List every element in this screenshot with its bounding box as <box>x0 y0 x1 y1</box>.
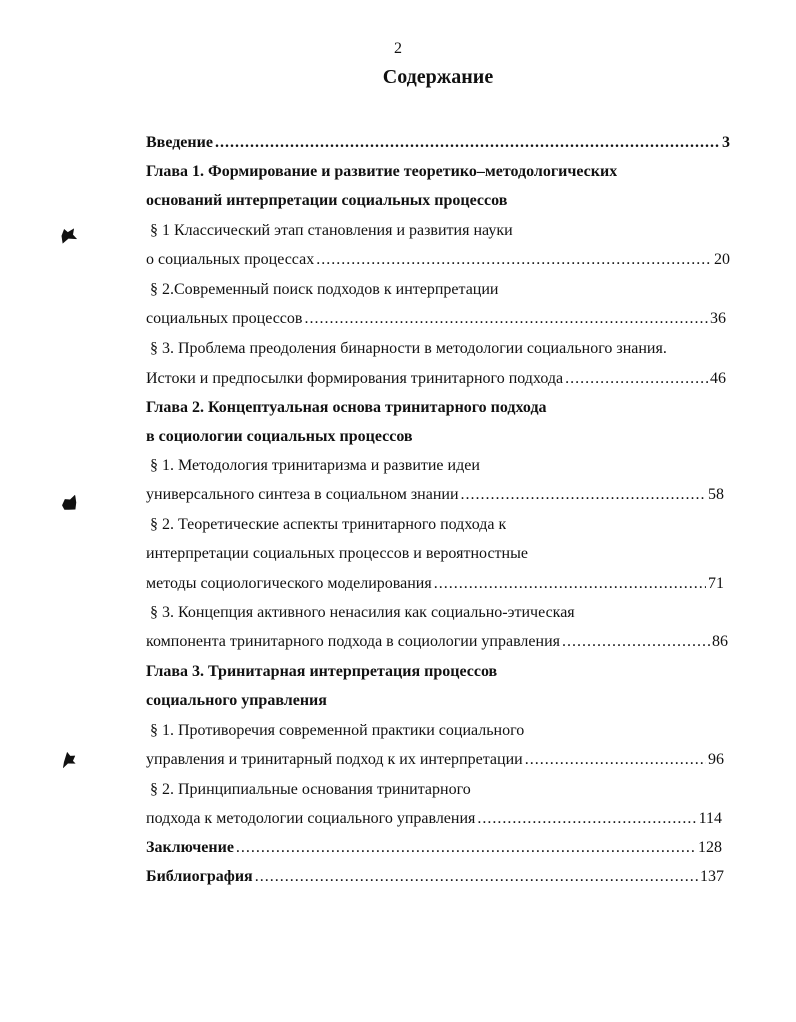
toc-section-3-1: § 1. Противоречия современной практики социального <box>150 722 525 739</box>
toc-section-3-2: § 2. Принципиальные основания тринитарного <box>150 781 471 798</box>
toc-section-2-1-cont: универсального синтеза в социальном знании ..... 58 <box>146 480 724 510</box>
toc-section-1-2: § 2.Современный поиск подходов к интерпретации <box>150 281 499 298</box>
toc-chapter-1-title-cont: оснований интерпретации социальных процессов <box>146 192 508 209</box>
toc-section-2-1: § 1. Методология тринитаризма и развитие идеи <box>150 457 480 474</box>
toc-chapter-2-title-cont: в социологии социальных процессов <box>146 428 413 445</box>
toc-chapter-3-title: Глава 3. Тринитарная интерпретация процессов <box>146 663 498 680</box>
toc-section-2-3: § 3. Концепция активного ненасилия как социально-этическая <box>150 604 575 621</box>
toc-section-2-2-cont2: методы социологического моделирования ..... 71 <box>146 569 724 599</box>
toc-entry-bibliography: Библиография ..... 137 <box>146 862 724 892</box>
toc-section-2-2: § 2. Теоретические аспекты тринитарного подхода к <box>150 516 507 533</box>
toc-section-3-1-cont: управления и тринитарный подход к их интерпретации ..... 96 <box>146 745 724 775</box>
scan-blot-mark <box>58 226 78 245</box>
scan-blot-mark <box>60 495 80 514</box>
page-number: 2 <box>394 40 402 57</box>
toc-section-2-3-cont: компонента тринитарного подхода в социологии управления ..... 86 <box>146 627 728 657</box>
toc-section-1-1-cont: о социальных процессах ..... 20 <box>146 245 730 275</box>
toc-section-2-2-cont: интерпретации социальных процессов и вероятностные <box>146 545 528 562</box>
toc-section-1-1: § 1 Классический этап становления и развития науки <box>150 222 513 239</box>
toc-section-1-2-cont: социальных процессов ..... 36 <box>146 304 726 334</box>
toc-chapter-1-title: Глава 1. Формирование и развитие теоретико–методологических <box>146 163 618 180</box>
toc-section-3-2-cont: подхода к методологии социального управления ..... 114 <box>146 804 722 834</box>
toc-entry-introduction: Введение ..... 3 <box>146 128 730 158</box>
toc-section-1-3: § 3. Проблема преодоления бинарности в методологии социального знания. <box>150 340 667 357</box>
toc-title: Содержание <box>382 66 494 88</box>
toc-chapter-2-title: Глава 2. Концептуальная основа тринитарного подхода <box>146 399 547 416</box>
scan-blot-mark <box>58 750 78 769</box>
toc-chapter-3-title-cont: социального управления <box>146 692 327 709</box>
toc-section-1-3-cont: Истоки и предпосылки формирования тринитарного подхода ..... 46 <box>146 364 726 394</box>
toc-entry-conclusion: Заключение ..... 128 <box>146 833 722 863</box>
